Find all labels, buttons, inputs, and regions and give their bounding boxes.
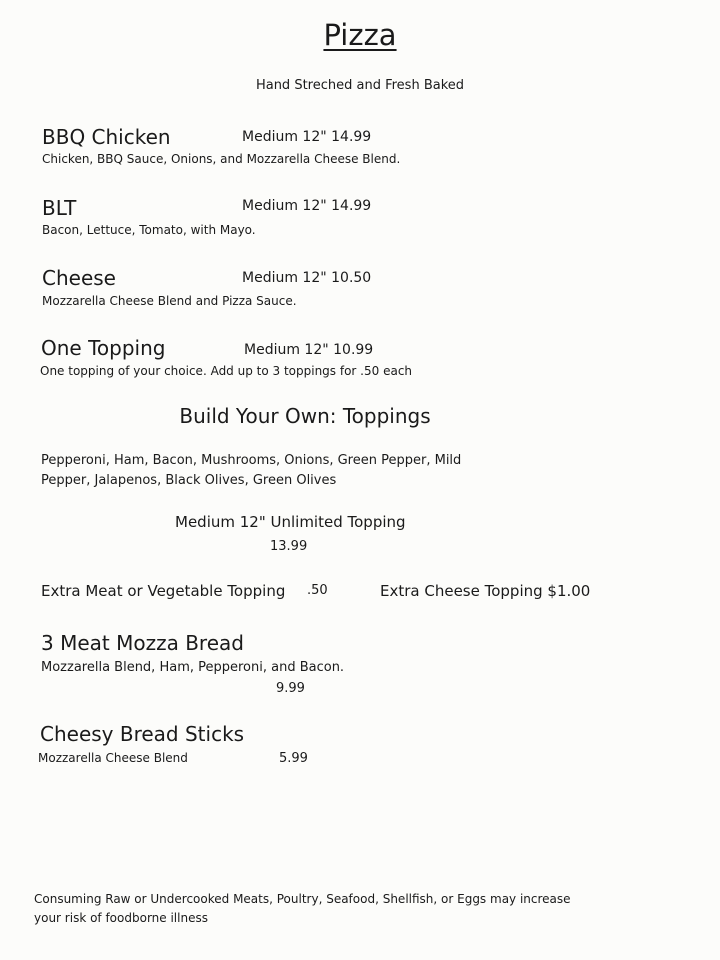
item-price-cheese: Medium 12" 10.50 — [242, 270, 372, 286]
item-desc-mozza-bread: Mozzarella Blend, Ham, Pepperoni, and Bacon. — [41, 660, 345, 675]
extra-meat-label: Extra Meat or Vegetable Topping — [41, 582, 286, 600]
item-name-blt: BLT — [42, 196, 77, 220]
item-name-one-topping: One Topping — [41, 336, 166, 360]
item-price-bread-sticks: 5.99 — [279, 751, 308, 766]
item-desc-cheese: Mozzarella Cheese Blend and Pizza Sauce. — [42, 294, 297, 308]
toppings-heading: Build Your Own: Toppings — [179, 404, 431, 428]
extra-meat-price: .50 — [307, 583, 328, 598]
unlimited-topping-price: 13.99 — [270, 539, 308, 554]
item-name-bread-sticks: Cheesy Bread Sticks — [40, 722, 245, 746]
item-price-blt: Medium 12" 14.99 — [242, 198, 372, 214]
item-name-cheese: Cheese — [42, 266, 116, 290]
disclaimer-line-1: Consuming Raw or Undercooked Meats, Poultry, Seafood, Shellfish, or Eggs may increase — [34, 892, 571, 906]
toppings-list-line-2: Pepper, Jalapenos, Black Olives, Green Olives — [41, 473, 337, 488]
item-price-bbq-chicken: Medium 12" 14.99 — [242, 129, 372, 145]
item-desc-blt: Bacon, Lettuce, Tomato, with Mayo. — [42, 223, 256, 237]
menu-title: Pizza — [323, 18, 397, 52]
toppings-list-line-1: Pepperoni, Ham, Bacon, Mushrooms, Onions, Green Pepper, Mild — [41, 453, 462, 468]
item-desc-bbq-chicken: Chicken, BBQ Sauce, Onions, and Mozzarella Cheese Blend. — [42, 152, 401, 166]
extra-cheese-label: Extra Cheese Topping $1.00 — [380, 582, 591, 600]
item-desc-one-topping: One topping of your choice. Add up to 3 toppings for .50 each — [40, 364, 413, 378]
unlimited-topping-label: Medium 12" Unlimited Topping — [175, 513, 406, 531]
item-price-mozza-bread: 9.99 — [276, 681, 305, 696]
item-name-mozza-bread: 3 Meat Mozza Bread — [41, 631, 244, 655]
item-desc-bread-sticks: Mozzarella Cheese Blend — [38, 751, 188, 765]
disclaimer-line-2: your risk of foodborne illness — [34, 911, 208, 925]
item-name-bbq-chicken: BBQ Chicken — [42, 125, 171, 149]
menu-subtitle: Hand Streched and Fresh Baked — [255, 78, 465, 93]
item-price-one-topping: Medium 12" 10.99 — [244, 342, 374, 358]
